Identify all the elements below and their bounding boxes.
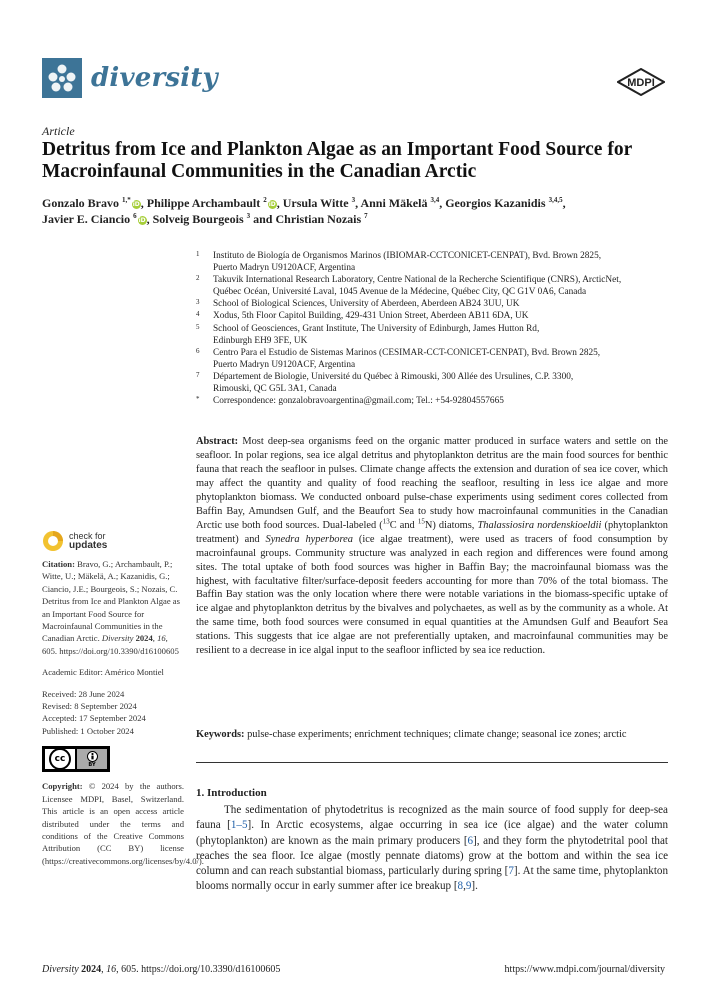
author-name[interactable]: Christian Nozais — [275, 212, 362, 226]
article-type: Article — [42, 124, 75, 138]
publisher-logo[interactable] — [617, 68, 665, 101]
affiliation-item — [196, 395, 676, 407]
species-name: Synedra hyperborea — [265, 533, 353, 545]
author-separator: , — [439, 196, 446, 210]
body-text: ]. In Arctic ecosystems, algae occurring in sea ice (ice algae) and the water column (phytoplankton) are known as the main primary producers [ — [196, 819, 668, 847]
academic-editor: Academic Editor: Américo Montiel — [42, 667, 164, 678]
author-affiliation-marker: 6 — [133, 212, 137, 220]
keywords-label: Keywords: — [196, 729, 245, 740]
affiliation-item — [196, 310, 676, 322]
affiliation-number: 5 — [196, 322, 200, 331]
footer-doi[interactable]: , 605. https://doi.org/10.3390/d16100605 — [116, 964, 281, 975]
citation-block: Citation: Bravo, G.; Archambault, P.; Witte, U.; Mäkelä, A.; Kazanidis, G.; Ciancio, J.E.; Bourgeois, S.; Nozais, C. Detritus from Ice and Plankton Algae as an Important Food Source for Macroinfaunal Communities in the Canadian Arctic. Diversity 2024, 16, 605. https://doi.org/10.3390/d16100605 — [42, 559, 180, 656]
author-separator: and — [250, 212, 276, 226]
citation-link[interactable]: 8 — [457, 880, 464, 893]
author-name[interactable]: Anni Mäkelä — [360, 196, 428, 210]
author-separator: , — [140, 196, 147, 210]
footer-volume: 16 — [106, 964, 117, 975]
author-affiliation-marker: 1,* — [122, 196, 131, 204]
affiliation-item — [196, 250, 676, 274]
keywords — [196, 728, 668, 742]
affiliation-number: 1 — [196, 250, 200, 258]
author-name[interactable]: Solveig Bourgeois — [152, 212, 244, 226]
orcid-icon[interactable]: iD — [268, 201, 276, 208]
affiliation-text: School of Biological Sciences, University of Aberdeen, Aberdeen AB24 3UU, UK — [213, 299, 520, 310]
check-updates-line1: check for — [69, 531, 106, 541]
copyright-text: © 2024 by the authors. Licensee MDPI, Basel, Switzerland. This article is an open access article distributed under the terms and conditions of the Creative Commons Attribution (CC BY) license (https://creativecommons.org/licenses/by/4.0/). — [42, 781, 204, 866]
author-name[interactable]: Gonzalo Bravo — [42, 196, 119, 210]
citation-year: 2024 — [135, 633, 153, 644]
sidebar — [42, 531, 204, 876]
check-updates-line2: updates — [69, 540, 108, 551]
author-name[interactable]: Philippe Archambault — [146, 196, 261, 210]
footer-year: 2024 — [81, 964, 102, 975]
affiliation-number: 4 — [196, 310, 200, 319]
orcid-icon[interactable]: iD — [138, 217, 146, 224]
affiliation-item — [196, 371, 676, 395]
section-heading: 1. Introduction — [196, 787, 267, 799]
article-title: Detritus from Ice and Plankton Algae as an Important Food Source for Macroinfaunal Communities in the Canadian Arctic — [42, 139, 632, 182]
mdpi-logo-icon — [617, 68, 665, 96]
cc-icon: cc — [49, 748, 71, 770]
affiliation-text: Xodus, 5th Floor Capitol Building, 429-431 Union Street, Aberdeen AB11 6DA, UK — [213, 311, 529, 322]
affiliation-number: * — [196, 395, 200, 404]
affiliation-number: 6 — [196, 346, 200, 355]
svg-text:MDPI: MDPI — [627, 77, 655, 89]
author-affiliation-marker: 2 — [263, 196, 267, 204]
abstract-text: (ice algae treatment), were used as tracers of food consumption by macroinfaunal groups. Community structure was analyzed in each region and differences were found among sites. The total uptake of both food sources was higher in Baffin Bay; the macroinfaunal biomass was the highest, with facultative filter/surface-deposit feeders accounting for more than 70% of the total biomass. The Baffin Bay station was the only location where there were notable variations in the biomass-specific uptake of ice algae and phytoplankton detritus by the bivalves and polychaetes, as well as by the community as a whole. At the same time, both food sources were consumed in equal quantities at the Amundsen Gulf and Beaufort Sea stations. This suggests that ice algae are not preferentially uptaken, and macroinfaunal communities may be resilient to a decrease in ice algal input to the seafloor inflicted by sea ice reduction. — [196, 533, 668, 657]
journal-name: diversity — [91, 63, 218, 93]
affiliation-text: Centro Para el Estudio de Sistemas Marinos (CESIMAR-CCT-CONICET-CENPAT), Bvd. Brown 2825, Puerto Madryn U9120ACF, Argentina — [213, 347, 601, 370]
citation-link[interactable]: 1–5 — [230, 819, 248, 832]
citation-text: Bravo, G.; Archambault, P.; Witte, U.; Mäkelä, A.; Kazanidis, G.; Ciancio, J.E.; Bourgeois, S.; Nozais, C. Detritus from Ice and Plankton Algae as an Important Food Source for Macroinfaunal Communities in the Canadian Arctic. — [42, 559, 180, 644]
affiliation-text: Takuvik International Research Laboratory, Centre National de la Recherche Scientifique (CNRS), ArcticNet, Québec Océan, Université Laval, 1045 Avenue de la Médecine, Québec City, QC G1V 0A6, Canada — [213, 275, 622, 298]
affiliation-text: Département de Biologie, Université du Québec à Rimouski, 300 Allée des Ursulines, C.P. 3300, Rimouski, QC G5L 3A1, Canada — [213, 371, 574, 395]
citation-label: Citation: — [42, 559, 75, 569]
revised-date: Revised: 8 September 2024 — [42, 701, 137, 712]
dates-block — [42, 688, 184, 738]
citation-link[interactable]: 9 — [465, 880, 472, 893]
author-separator: , — [276, 196, 283, 210]
author-affiliation-marker: 3,4 — [430, 196, 440, 204]
author-affiliation-marker: 7 — [364, 212, 368, 220]
check-updates-icon — [42, 530, 64, 552]
author-separator: , — [562, 196, 566, 210]
citation-journal: Diversity — [101, 633, 134, 644]
affiliation-number: 7 — [196, 370, 200, 379]
affiliation-text: Correspondence: gonzalobravoargentina@gmail.com; Tel.: +54-92804557665 — [213, 396, 504, 407]
copyright-block — [42, 780, 204, 867]
copyright-label: Copyright: — [42, 781, 83, 792]
species-name: Thalassiosira nordenskioeldii — [477, 519, 602, 531]
author-affiliation-marker: 3 — [351, 196, 356, 204]
affiliation-item — [196, 298, 676, 310]
footer-citation: Diversity 2024, 16, 605. https://doi.org/10.3390/d16100605 — [42, 964, 281, 975]
body-text: The sedimentation of phytodetritus is recognized as the main source of food supply for deep-sea fauna [ — [196, 804, 668, 832]
body-text: , — [463, 880, 466, 893]
abstract-text: (phytoplankton treatment) and — [196, 519, 668, 545]
citation-link[interactable]: 7 — [508, 865, 514, 878]
check-for-updates-badge[interactable] — [42, 530, 184, 552]
author-separator: , — [146, 212, 153, 226]
attribution-icon — [87, 751, 98, 762]
footer-journal-url[interactable]: https://www.mdpi.com/journal/diversity — [504, 964, 665, 975]
journal-logo[interactable] — [42, 58, 218, 98]
abstract-text: C and — [389, 519, 418, 531]
author-affiliation-marker: 3 — [246, 212, 251, 220]
body-text: ], and they form the phytodetrital pool that reaches the sea floor. Ice algae (mostly pennate diatoms) grow at the bottom and within the sea ice column and can reach substantial biomass, particularly during spring [ — [196, 834, 668, 878]
author-affiliation-marker: 3,4,5 — [548, 196, 563, 204]
affiliation-number: 3 — [196, 298, 200, 307]
author-name[interactable]: Javier E. Ciancio — [42, 212, 131, 226]
affiliation-item — [196, 347, 676, 371]
affiliation-item — [196, 274, 676, 298]
abstract-label: Abstract: — [196, 436, 239, 447]
section-divider — [196, 762, 668, 763]
published-date: Published: 1 October 2024 — [42, 725, 134, 736]
body-text: ]. — [471, 880, 478, 893]
affiliation-text: School of Geosciences, Grant Institute, The University of Edinburgh, James Hutton Rd, Edinburgh EH9 3FE, UK — [213, 323, 540, 346]
citation-link[interactable]: 6 — [467, 834, 474, 847]
affiliation-text: Instituto de Biología de Organismos Marinos (IBIOMAR-CCTCONICET-CENPAT), Bvd. Brown 2825, Puerto Madryn U9120ACF, Argentina — [213, 251, 602, 274]
accepted-date: Accepted: 17 September 2024 — [42, 713, 146, 724]
abstract-text: N) diatoms, — [424, 519, 478, 531]
journal-emblem-icon — [42, 58, 82, 98]
citation-volume: 16 — [157, 633, 166, 644]
cc-by-license-badge[interactable] — [42, 746, 110, 772]
author-name[interactable]: Ursula Witte — [282, 196, 349, 210]
by-label: BY — [88, 761, 96, 768]
citation-doi[interactable]: , 605. https://doi.org/10.3390/d16100605 — [42, 633, 179, 656]
introduction-paragraph — [196, 803, 668, 895]
author-separator: , — [355, 196, 361, 210]
affiliations — [196, 250, 676, 407]
abstract — [196, 435, 668, 658]
body-text: ]. At the same time, phytoplankton blooms normally occur in early summer after ice breakup [ — [196, 865, 668, 893]
isotope-nitrogen: 15 — [417, 517, 425, 526]
orcid-icon[interactable]: iD — [132, 201, 140, 208]
author-list — [42, 195, 682, 227]
received-date: Received: 28 June 2024 — [42, 688, 125, 699]
author-name[interactable]: Georgios Kazanidis — [445, 196, 546, 210]
affiliation-item — [196, 323, 676, 347]
footer-journal: Diversity — [42, 964, 79, 975]
isotope-carbon: 13 — [382, 517, 390, 526]
affiliation-number: 2 — [196, 274, 200, 283]
abstract-text: Most deep-sea organisms feed on the organic matter produced in surface waters and settle on the seafloor. In polar regions, sea ice algal detritus and phytoplankton detritus are the main food sources for benthic fauna that reach the seafloor in pulses. Climate change affects the extension and duration of sea ice cover, which may affect the quantity and quality of food reaching the seafloor, resulting in less ice algae and more phytoplankton biomass. We conducted onboard pulse-chase experiments using sediment cores collected from Baffin Bay, Amundsen Gulf, and the Beaufort Sea to study how macroinfaunal communities in the Canadian Arctic use both food sources. Dual-labeled ( — [196, 436, 668, 531]
keywords-text: pulse-chase experiments; enrichment techniques; climate change; seasonal ice zones; arctic — [247, 729, 627, 740]
